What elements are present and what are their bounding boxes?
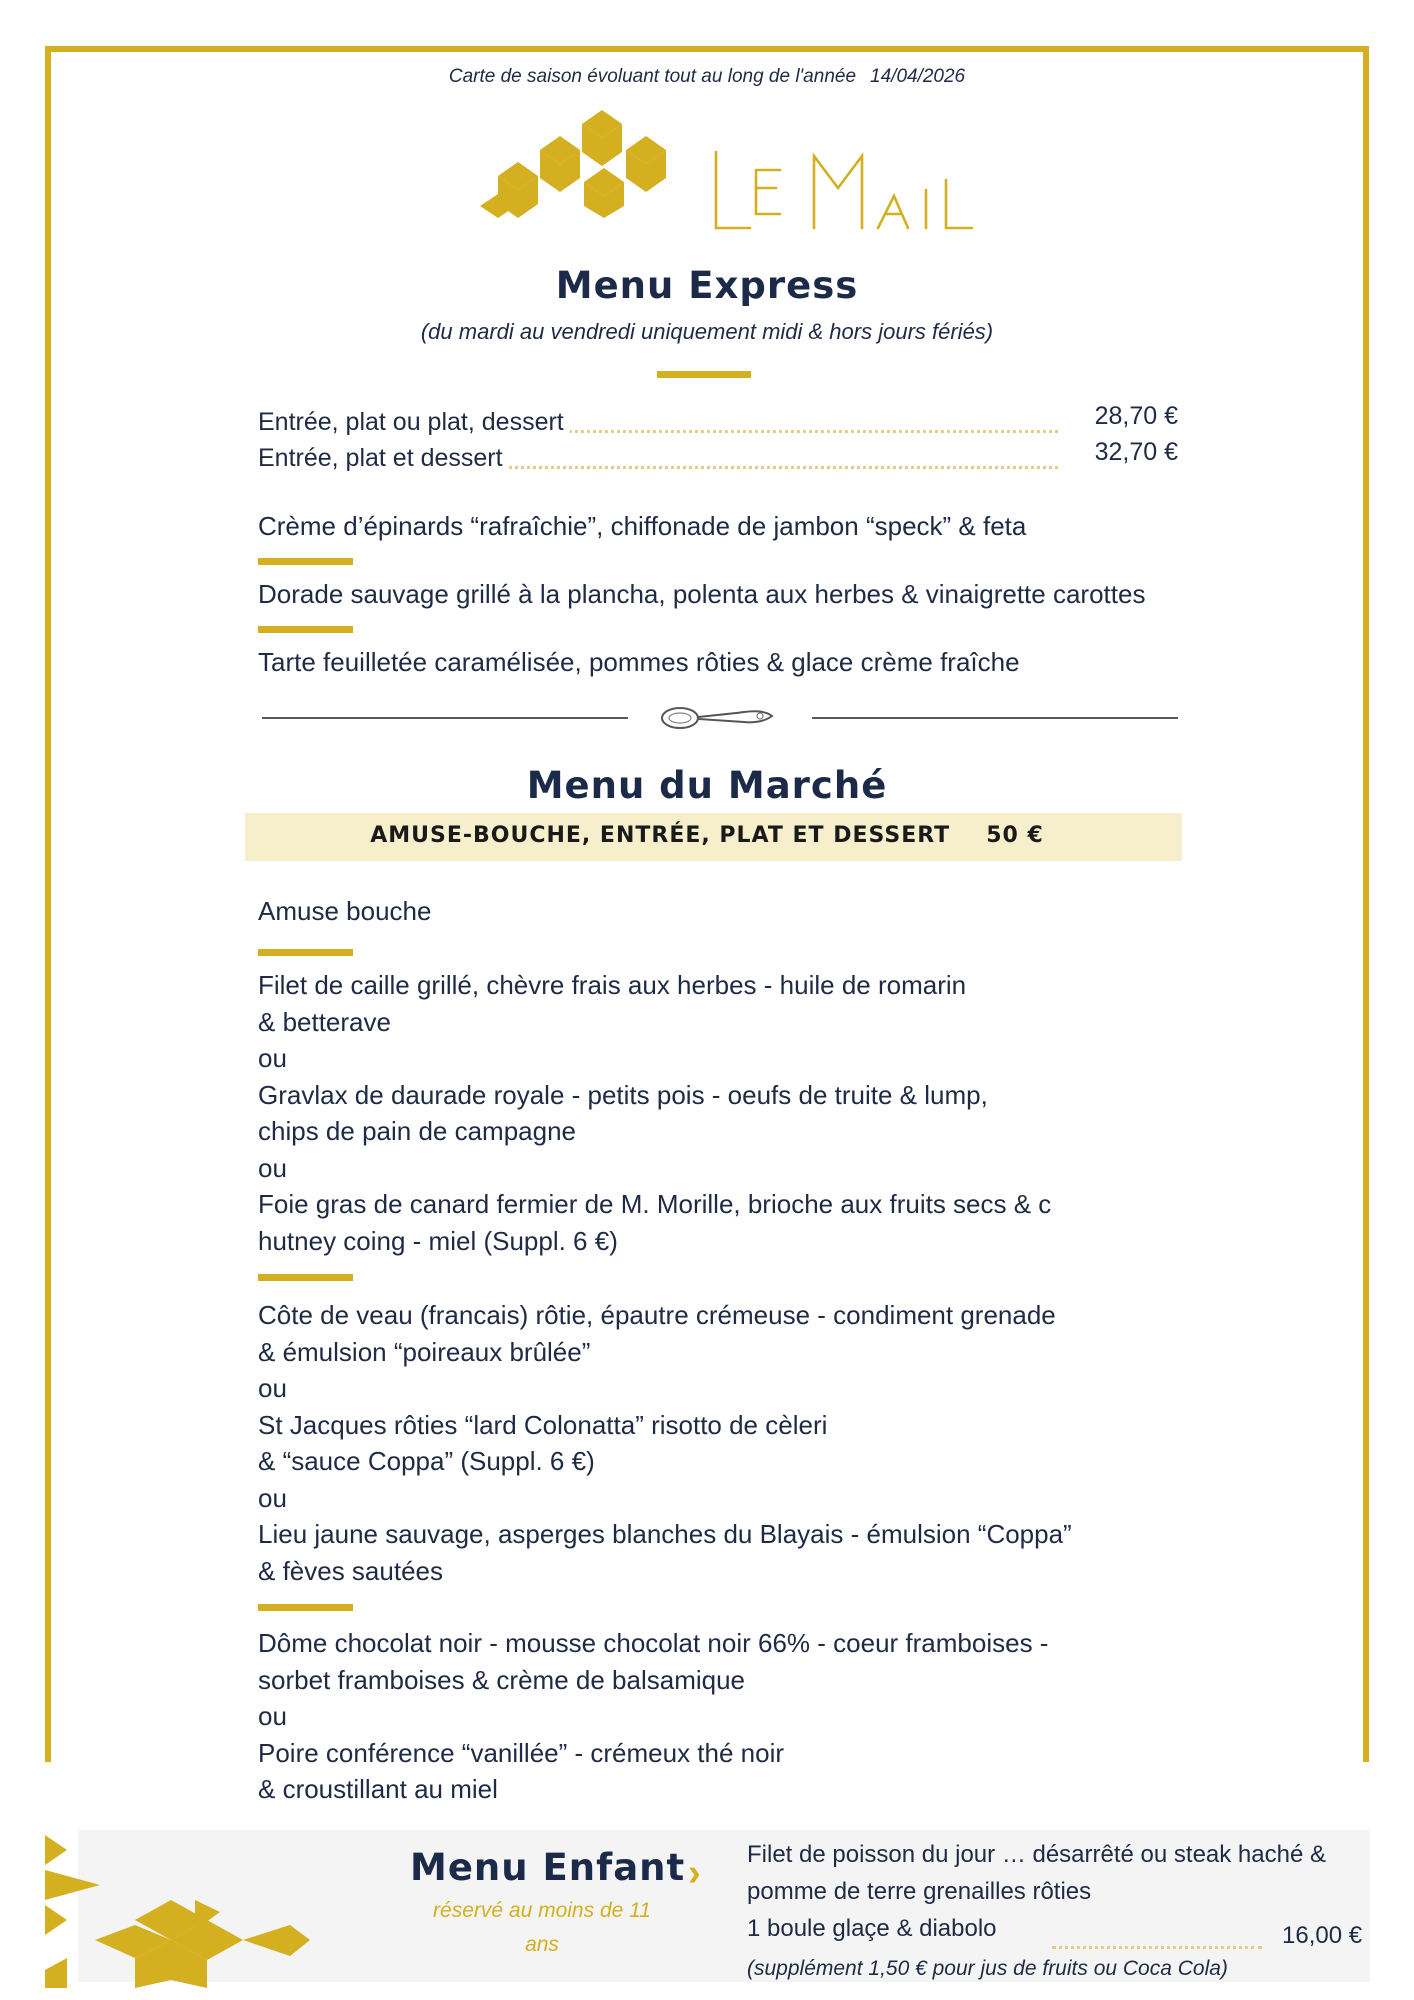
menu-line: St Jacques rôties “lard Colonatta” risotto de cèleri: [258, 1409, 828, 1440]
gold-divider: [258, 626, 353, 633]
menu-enfant-price: 16,00 €: [1282, 1922, 1363, 1949]
chevron-right-icon: ›: [688, 1852, 701, 1894]
menu-line: Dôme chocolat noir - mousse chocolat noir 66% - coeur framboises -: [258, 1628, 1049, 1658]
price-label: Entrée, plat et dessert: [258, 444, 509, 473]
menu-enfant-line: Filet de poisson du jour … désarrêté ou steak haché &: [747, 1841, 1326, 1868]
menu-line: & croustillant au miel: [258, 1774, 498, 1804]
gold-divider: [258, 949, 353, 956]
price-amount: 28,70 €: [1094, 402, 1178, 430]
menu-line: & betterave: [258, 1006, 391, 1037]
gold-divider: [657, 371, 751, 378]
menu-line: ou: [258, 1482, 287, 1513]
menu-enfant-subtitle: réservé au moins de 11 ans: [433, 1899, 651, 1956]
menu-date: 14/04/2026: [870, 66, 966, 87]
menu-line: ou: [258, 1043, 287, 1073]
express-plat: Dorade sauvage grillé à la plancha, polenta aux herbes & vinaigrette carottes: [258, 579, 1146, 609]
menu-express-title: Menu Express: [555, 264, 859, 307]
price-label: Entrée, plat ou plat, dessert: [258, 408, 570, 437]
menu-line: Filet de caille grillé, chèvre frais aux herbes - huile de romarin: [258, 970, 967, 1000]
menu-line: Foie gras de canard fermier de M. Morille, brioche aux fruits secs & c: [258, 1189, 1052, 1219]
menu-line: chips de pain de campagne: [258, 1116, 577, 1146]
dotted-leader: [1052, 1946, 1262, 1949]
menu-enfant-title: Menu Enfant: [410, 1846, 686, 1889]
diamond-pattern-icon: [45, 1830, 320, 1990]
menu-line: & “sauce Coppa” (Suppl. 6 €): [258, 1446, 595, 1476]
tagline: [0, 66, 1414, 88]
express-entree: Crème d’épinards “rafraîchie”, chiffonade de jambon “speck” & feta: [258, 511, 1027, 541]
menu-line: Lieu jaune sauvage, asperges blanches du Blayais - émulsion “Coppa”: [258, 1519, 1072, 1549]
entree-list: [258, 967, 1051, 1259]
spoon-icon: [660, 702, 780, 734]
band-price: 50 €: [986, 823, 1044, 848]
menu-line: & fèves sautées: [258, 1555, 443, 1586]
dessert-list: [258, 1625, 1048, 1808]
menu-enfant-line: 1 boule glaçe & diabolo: [747, 1915, 997, 1942]
price-band-text: [0, 823, 1414, 848]
menu-line: ou: [258, 1152, 287, 1183]
express-dessert: Tarte feuilletée caramélisée, pommes rôties & glace crème fraîche: [258, 647, 1020, 677]
plat-list: [258, 1297, 1072, 1589]
separator-line: [262, 717, 628, 719]
separator-line: [812, 717, 1178, 719]
season-text: Carte de saison évoluant tout au long de l'année: [448, 66, 857, 87]
price-amount: 32,70 €: [1094, 438, 1178, 466]
menu-line: ou: [258, 1701, 287, 1731]
menu-line: Poire conférence “vanillée” - crémeux thé noir: [258, 1737, 785, 1768]
menu-line: hutney coing - miel (Suppl. 6 €): [258, 1225, 618, 1256]
menu-line: & émulsion “poireaux brûlée”: [258, 1336, 591, 1367]
band-label: AMUSE-BOUCHE, ENTRÉE, PLAT ET DESSERT: [370, 823, 951, 848]
menu-enfant-note: (supplément 1,50 € pour jus de fruits ou Coca Cola): [747, 1957, 1228, 1980]
menu-express-subtitle: (du mardi au vendredi uniquement midi & hors jours fériés): [420, 319, 994, 344]
menu-marche-title: Menu du Marché: [526, 764, 888, 807]
gold-divider: [258, 1274, 353, 1281]
price-row: [258, 438, 1178, 476]
menu-line: sorbet framboises & crème de balsamique: [258, 1664, 746, 1695]
le-mail-logo: [480, 110, 980, 235]
gold-divider: [258, 1604, 353, 1611]
amuse-bouche: Amuse bouche: [258, 896, 432, 926]
menu-line: ou: [258, 1373, 287, 1403]
price-row: [258, 402, 1178, 440]
menu-line: Gravlax de daurade royale - petits pois - oeufs de truite & lump,: [258, 1079, 988, 1110]
gold-divider: [258, 558, 353, 565]
menu-line: Côte de veau (francais) rôtie, épautre crémeuse - condiment grenade: [258, 1300, 1056, 1330]
menu-enfant-line: pomme de terre grenailles rôties: [747, 1878, 1092, 1905]
